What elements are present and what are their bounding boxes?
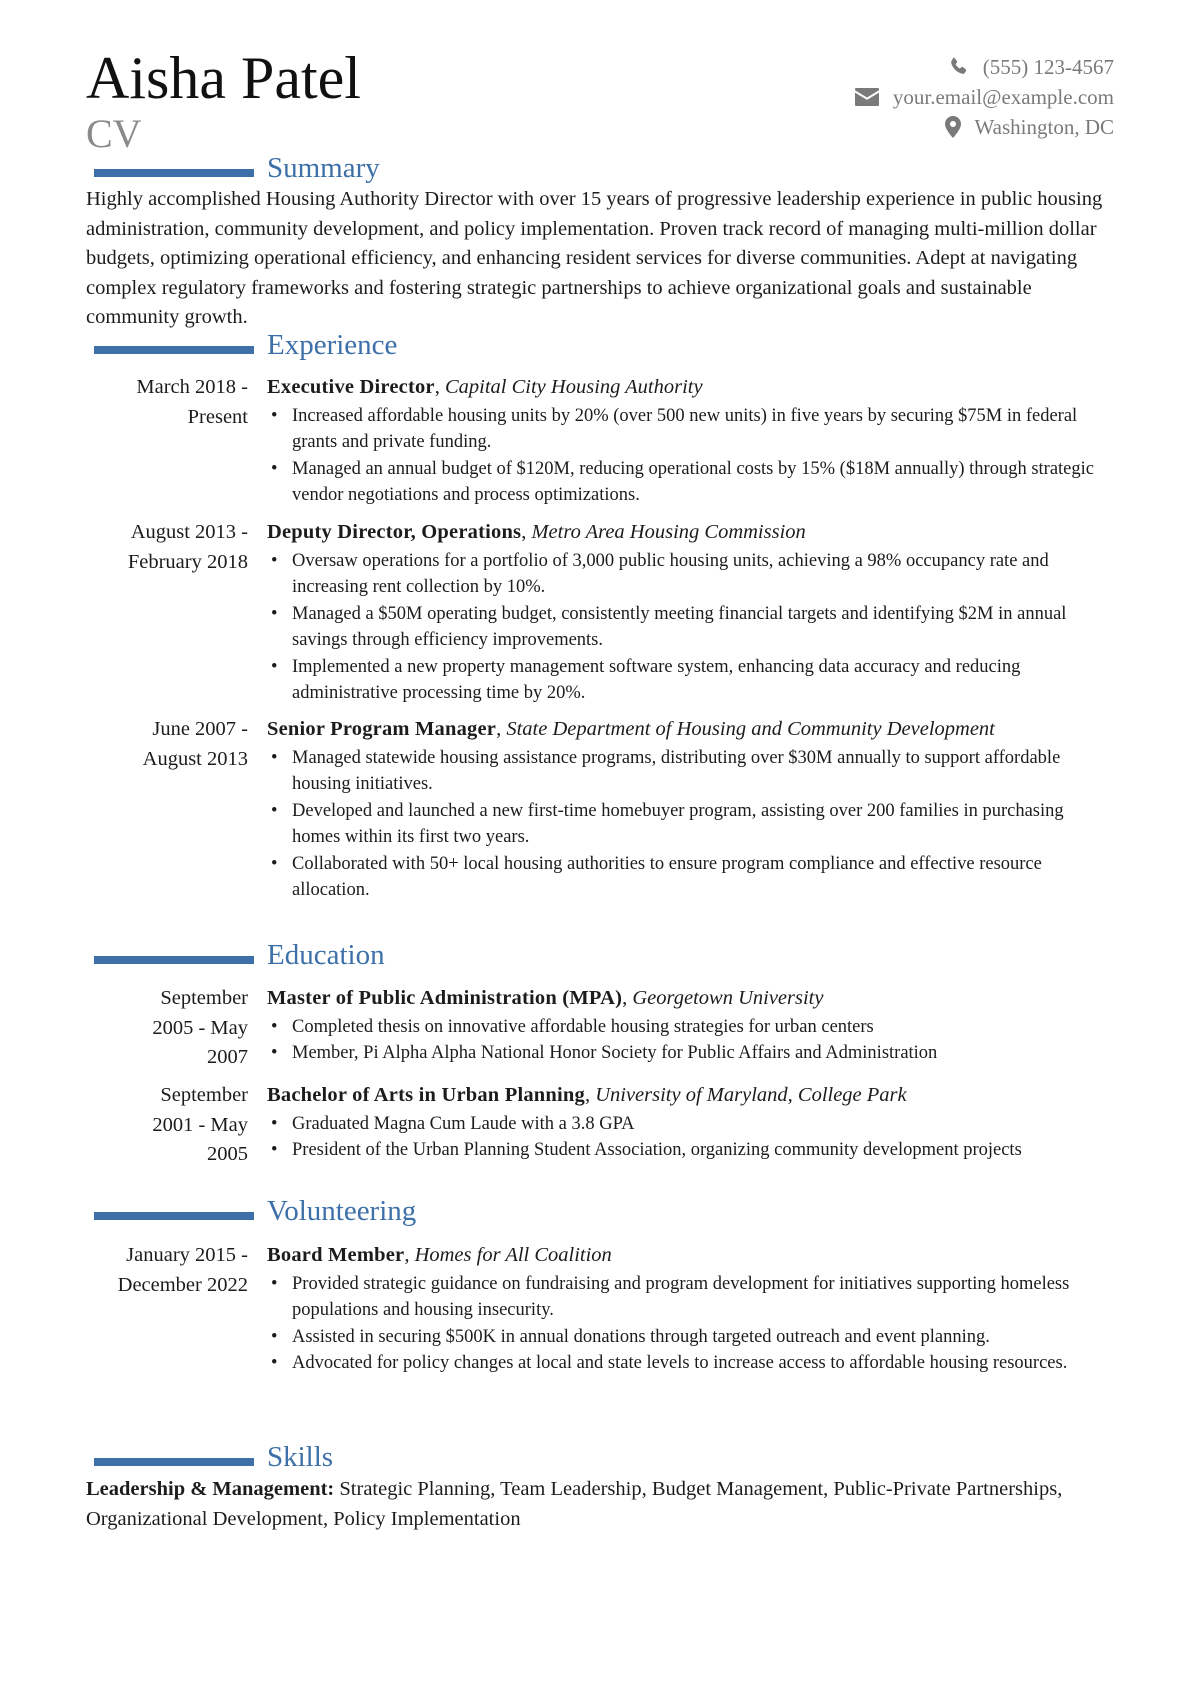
entry-heading: Bachelor of Arts in Urban Planning, University of Maryland, College Park <box>267 1084 907 1106</box>
school: Georgetown University <box>632 987 824 1009</box>
job-title: Executive Director <box>267 376 435 398</box>
bullet-item: • Managed an annual budget of $120M, reducing operational costs by 15% ($18M annually) through strategic vendor negotiations and process optimizations. <box>267 456 1107 509</box>
bullet-item: • Managed a $50M operating budget, consistently meeting financial targets and identifying $2M in annual savings through efficiency improvements. <box>267 601 1107 654</box>
person-name: Aisha Patel <box>86 45 361 111</box>
entry-date: September 2005 - May 2007 <box>152 987 248 1068</box>
phone-text: (555) 123-4567 <box>982 54 1114 79</box>
email-text: your.email@example.com <box>892 84 1114 109</box>
bullet-item: • Increased affordable housing units by 20% (over 500 new units) in five years by securing $75M in federal grants and private funding. <box>267 403 1107 456</box>
entry-date: January 2015 - December 2022 <box>117 1244 248 1296</box>
skills-label: Leadership & Management: <box>86 1478 335 1500</box>
organization: Metro Area Housing Commission <box>531 521 806 543</box>
phone-icon <box>947 56 969 78</box>
skills-text <box>86 1475 1116 1534</box>
section-rule <box>94 1212 254 1220</box>
school: University of Maryland, College Park <box>595 1084 907 1106</box>
organization: State Department of Housing and Community Development <box>506 718 995 740</box>
bullet-item: • Oversaw operations for a portfolio of 3,000 public housing units, achieving a 98% occupancy rate and increasing rent collection by 10%. <box>267 548 1107 601</box>
section-rule <box>94 346 254 354</box>
job-title: Senior Program Manager <box>267 718 497 740</box>
section-skills-heading <box>94 1442 1094 1478</box>
contact-email[interactable] <box>855 82 1114 112</box>
bullet-item: • Assisted in securing $500K in annual donations through targeted outreach and event planning. <box>267 1324 1107 1351</box>
organization: Homes for All Coalition <box>414 1244 612 1266</box>
contact-block <box>855 52 1114 142</box>
document-subtitle: CV <box>86 111 142 156</box>
job-title: Deputy Director, Operations <box>267 521 522 543</box>
bullet-item: • President of the Urban Planning Student Association, organizing community development projects <box>267 1137 1107 1164</box>
bullet-item: • Developed and launched a new first-time homebuyer program, assisting over 200 families in purchasing homes within its first two years. <box>267 798 1107 851</box>
section-title: Skills <box>267 1441 334 1473</box>
section-title: Summary <box>267 152 380 184</box>
envelope-icon <box>855 88 879 106</box>
section-education-heading <box>94 940 1094 976</box>
bullet-item: • Implemented a new property management software system, enhancing data accuracy and reducing administrative processing time by 20%. <box>267 654 1107 707</box>
section-title: Volunteering <box>267 1195 417 1227</box>
bullet-item: • Completed thesis on innovative affordable housing strategies for urban centers <box>267 1014 1107 1041</box>
entry-date: March 2018 - Present <box>136 376 248 428</box>
volunteer-role: Board Member <box>267 1244 405 1266</box>
bullet-item: • Collaborated with 50+ local housing authorities to ensure program compliance and effective resource allocation. <box>267 851 1107 904</box>
bullet-item: • Advocated for policy changes at local and state levels to increase access to affordable housing resources. <box>267 1350 1107 1377</box>
degree: Master of Public Administration (MPA) <box>267 987 623 1009</box>
contact-phone[interactable] <box>855 52 1114 82</box>
entry-heading: Executive Director, Capital City Housing Authority <box>267 376 703 398</box>
location-text: Washington, DC <box>974 114 1114 139</box>
entry-heading: Board Member, Homes for All Coalition <box>267 1244 612 1266</box>
bullet-item: • Graduated Magna Cum Laude with a 3.8 GPA <box>267 1111 1107 1138</box>
section-title: Experience <box>267 329 398 361</box>
section-volunteering-heading <box>94 1196 1094 1232</box>
entry-date: September 2001 - May 2005 <box>152 1084 248 1165</box>
entry-date: June 2007 - August 2013 <box>142 718 248 770</box>
organization: Capital City Housing Authority <box>444 376 703 398</box>
section-summary-heading <box>94 153 1094 189</box>
bullet-item: • Managed statewide housing assistance programs, distributing over $30M annually to support affordable housing initiatives. <box>267 745 1107 798</box>
section-experience-heading <box>94 330 1094 366</box>
entry-heading: Master of Public Administration (MPA), Georgetown University <box>267 987 824 1009</box>
section-rule <box>94 1458 254 1466</box>
section-rule <box>94 169 254 177</box>
entry-heading: Deputy Director, Operations, Metro Area Housing Commission <box>267 521 806 543</box>
contact-location <box>855 112 1114 142</box>
degree: Bachelor of Arts in Urban Planning <box>267 1084 585 1106</box>
entry-date: August 2013 - February 2018 <box>127 521 248 573</box>
summary-text: Highly accomplished Housing Authority Director with over 15 years of progressive leadership experience in public housing administration, community development, and policy implementation. Proven track record of managing multi-million dollar budgets, optimizing operational efficiency, and enhancing resident services for diverse communities. Adept at navigating complex regulatory frameworks and fostering strategic partnerships to achieve organizational goals and sustainable community growth. <box>86 188 1103 328</box>
bullet-item: • Member, Pi Alpha Alpha National Honor Society for Public Affairs and Administration <box>267 1040 1107 1067</box>
skills-list: Strategic Planning, Team Leadership, Budget Management, Public-Private Partnerships, Organizational Development, Policy Implementation <box>86 1478 1063 1530</box>
bullet-item: • Provided strategic guidance on fundraising and program development for initiatives supporting homeless populations and housing insecurity. <box>267 1271 1107 1324</box>
section-title: Education <box>267 939 385 971</box>
entry-heading: Senior Program Manager, State Department of Housing and Community Development <box>267 718 995 740</box>
map-pin-icon <box>945 116 961 138</box>
section-rule <box>94 956 254 964</box>
